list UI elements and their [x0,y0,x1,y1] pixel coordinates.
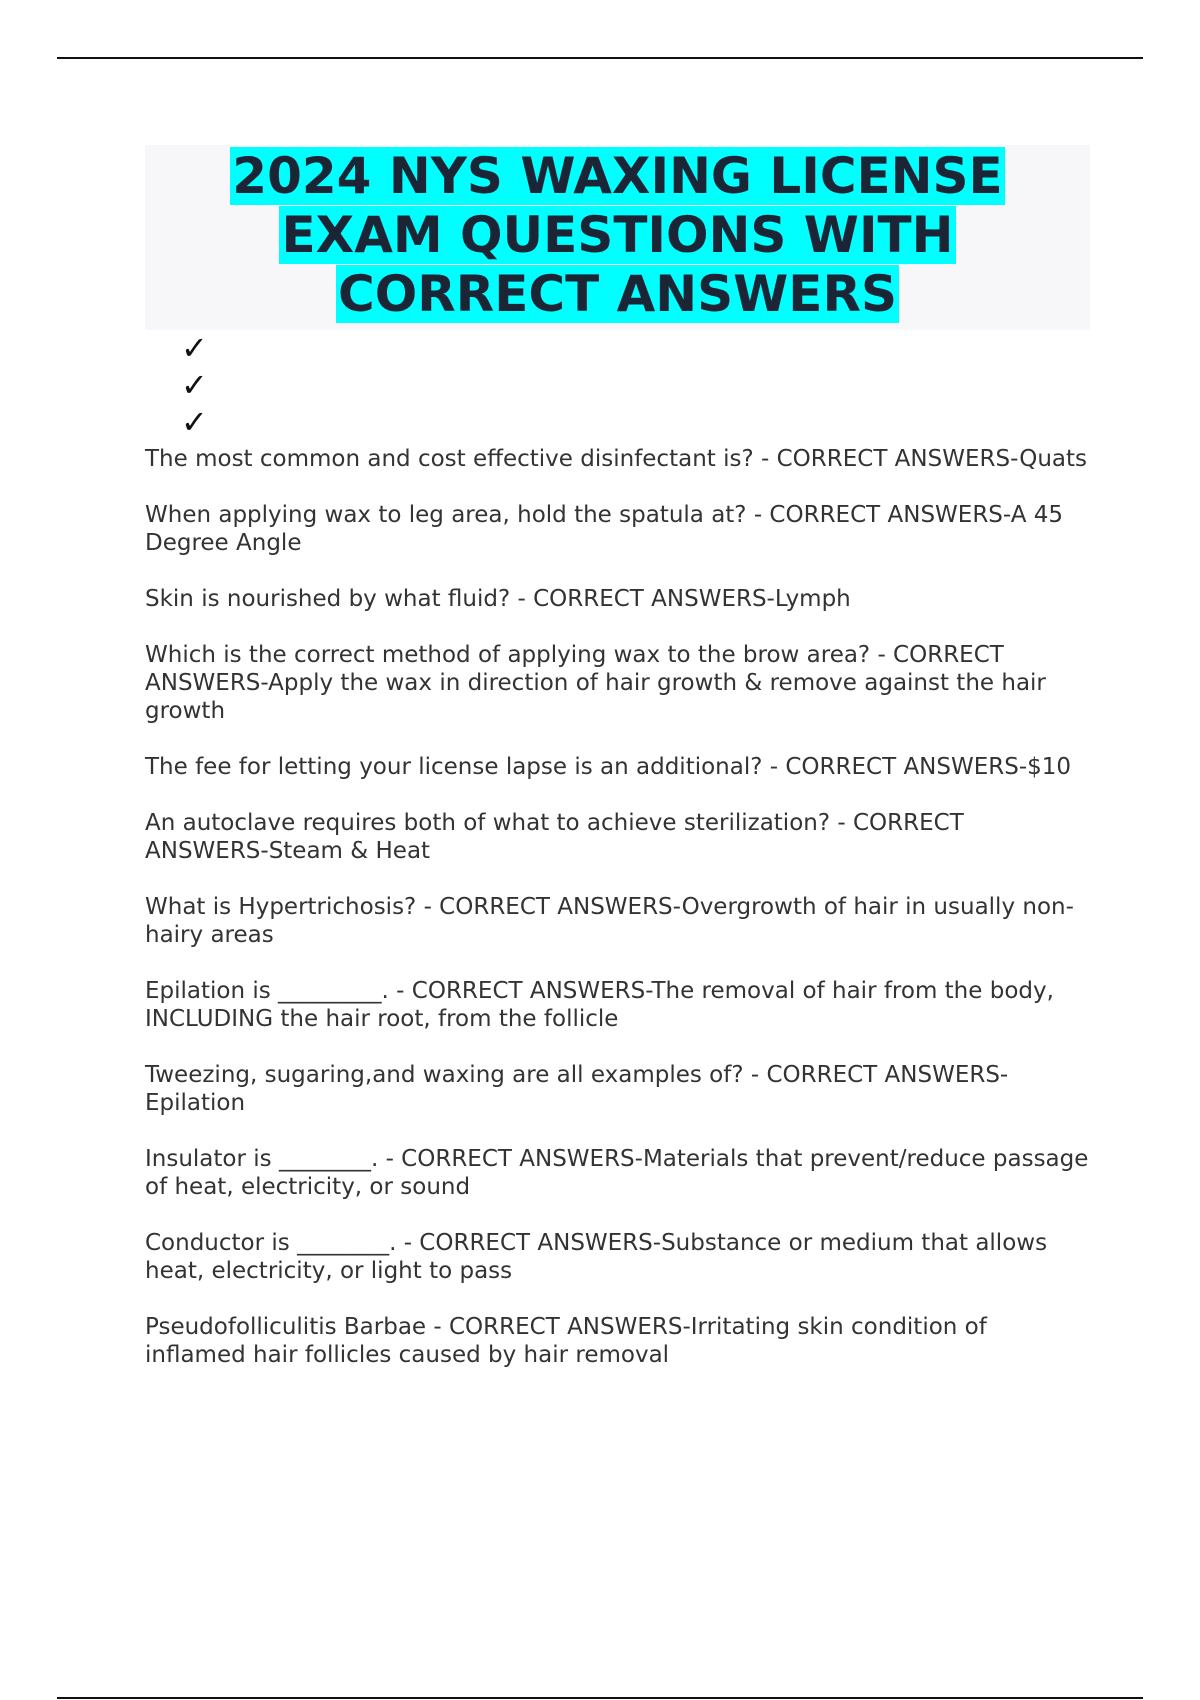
qa-item: Insulator is ________. - CORRECT ANSWERS-Materials that prevent/reduce passage of heat, electricity, or sound [145,1146,1089,1200]
check-mark-icon: ✓ [181,366,208,404]
page-bottom-rule [57,1697,1143,1699]
qa-item: The fee for letting your license lapse is an additional? - CORRECT ANSWERS-$10 [145,754,1072,780]
qa-item: Conductor is ________. - CORRECT ANSWERS-Substance or medium that allows heat, electricity, or light to pass [145,1230,1048,1284]
qa-item: An autoclave requires both of what to achieve sterilization? - CORRECT ANSWERS-Steam & Heat [145,810,964,864]
page-top-rule [57,57,1143,59]
check-mark-icon: ✓ [181,329,208,367]
title-block [145,145,1090,330]
qa-item: Epilation is _________. - CORRECT ANSWERS-The removal of hair from the body, INCLUDING the hair root, from the follicle [145,978,1054,1032]
qa-item: The most common and cost effective disinfectant is? - CORRECT ANSWERS-Quats [145,446,1087,472]
document-title: 2024 NYS WAXING LICENSE EXAM QUESTIONS WITH CORRECT ANSWERS [232,147,1003,323]
qa-list [145,445,1090,1369]
qa-item: Which is the correct method of applying wax to the brow area? - CORRECT ANSWERS-Apply the wax in direction of hair growth & remove against the hair growth [145,642,1046,724]
qa-item: What is Hypertrichosis? - CORRECT ANSWERS-Overgrowth of hair in usually non-hairy areas [145,894,1074,948]
qa-item: Skin is nourished by what fluid? - CORRECT ANSWERS-Lymph [145,586,851,612]
qa-item: Tweezing, sugaring,and waxing are all examples of? - CORRECT ANSWERS-Epilation [145,1062,1009,1116]
qa-item: When applying wax to leg area, hold the spatula at? - CORRECT ANSWERS-A 45 Degree Angle [145,502,1064,556]
check-mark-list [145,330,1090,441]
check-mark-icon: ✓ [181,403,208,441]
qa-item: Pseudofolliculitis Barbae - CORRECT ANSWERS-Irritating skin condition of inflamed hair follicles caused by hair removal [145,1314,987,1368]
document-content [145,145,1090,1397]
